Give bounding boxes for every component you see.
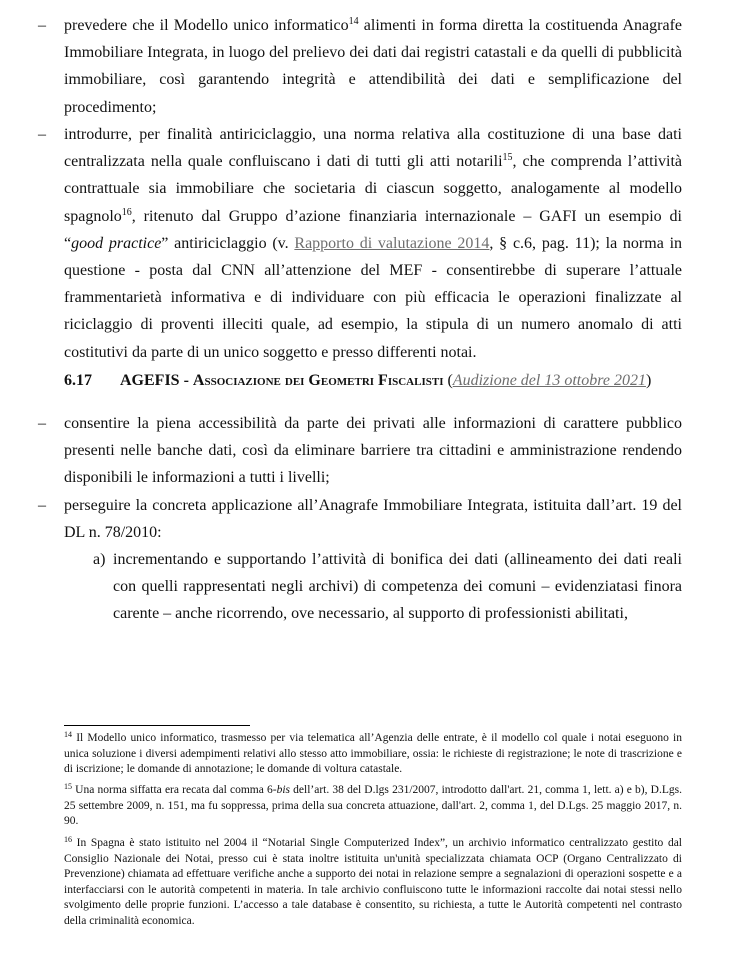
sub-item-marker: a) (93, 551, 106, 568)
bullet-text: prevedere che il Modello unico informatico$^{14}$ alimenti in forma diretta la costituenda Anagrafe Immobiliare Integrata, in luogo del prelievo dei dati dai registri catastali e da quelli di pubblicità immobiliare, così garantendo integrità e attendibilità dei dati e semplificazione del procedimento; (64, 16, 682, 116)
footnote-14: $^{14}$ Il Modello unico informatico, trasmesso per via telematica all’Agenzia delle entrate, è il modello col quale i notai eseguono in unica soluzione i diversi adempimenti relativi allo stesso atto immobiliare, ossia: le richieste di registrazione; le note di trascrizione e di iscrizione; le domande di annotazione; le domande di voltura catastale. (64, 730, 682, 776)
bullet-item-modello-unico (38, 12, 682, 121)
footnote-ref-16[interactable]: 16 (121, 206, 132, 218)
section-title: Associazione dei Geometri Fiscalisti (192, 372, 444, 389)
bullet-item-accessibilita (38, 410, 682, 492)
audizione-link[interactable]: Audizione del 13 ottobre 2021 (452, 372, 646, 389)
footnote-ref-15[interactable]: 15 (502, 152, 513, 164)
section-title-acronym: AGEFIS - (120, 372, 193, 389)
section-number: 6.17 (64, 372, 92, 389)
sub-item-text: incrementando e supportando l’attività di bonifica dei dati (allineamento dei dati reali con quelli rappresentati negli archivi) di competenza dei comuni – evidenziatasi finora carente – anche ricorrendo, ove necessario, al supporto di professionisti abilitati, (113, 551, 682, 623)
footnote-16: $^{16}$ In Spagna è stato istituito nel 2004 il “Notarial Single Computerized Index”, un archivio informatico centralizzato gestito dal Consiglio Nazionale dei Notai, presso cui è stata inoltre istituita un'unità specializzata chiamata OCP (Organo Centralizzato di Prevenzione) chiamata ad effettuare verifiche anche a supporto dei notai in relazione sempre a segnalazioni di operazioni sospette e a interfacciarsi con le autorità competenti in materia. In tale archivio confluiscono tutte le informazioni raccolte dai notai stessi nello svolgimento delle proprie funzioni. L’accesso a tale database è consentito, su richiesta, a tutte le Autorità competenti nel contrasto della criminalità economica. (64, 835, 682, 927)
footnote-number: 15 (64, 782, 72, 791)
footnote-separator (64, 725, 250, 726)
footnote-number: 14 (64, 730, 72, 739)
bullet-text: perseguire la concreta applicazione all’Anagrafe Immobiliare Integrata, istituita dall’art. 19 del DL n. 78/2010: (64, 497, 682, 542)
bullet-dash: – (38, 497, 46, 514)
sub-item-a (93, 546, 682, 628)
footnote-number: 16 (64, 835, 72, 844)
bullet-dash: – (38, 415, 46, 432)
section-heading: 6.17 AGEFIS - Associazione dei Geometri Fiscalisti (Audizione del 13 ottobre 2021) (64, 372, 652, 389)
rapporto-valutazione-link[interactable]: Rapporto di valutazione 2014 (294, 234, 490, 252)
footnote-15: $^{15}$ Una norma siffatta era recata dal comma 6-bis dell’art. 38 del D.lgs 231/2007, introdotto dall'art. 21, comma 1, lett. a) e b), D.Lgs. 25 settembre 2009, n. 151, ma fu soppressa, prima della sua concreta attuazione, dall'art. 2, comma 1, del D.Lgs. 25 maggio 2017, n. 90. (64, 782, 682, 828)
bullet-item-antiriciclaggio (38, 121, 683, 366)
bullet-text: consentire la piena accessibilità da parte dei privati alle informazioni di carattere pubblico presenti nelle banche dati, così da eliminare barriere tra cittadini e amministrazione rendendo disponibili le informazioni a tutti i livelli; (64, 415, 682, 487)
footnote-ref-14[interactable]: 14 (348, 16, 359, 27)
bullet-item-anagrafe (38, 492, 682, 546)
bullet-dash: – (38, 126, 46, 143)
bullet-dash: – (38, 17, 46, 34)
bullet-text: introdurre, per finalità antiriciclaggio, una norma relativa alla costituzione di una base dati centralizzata nella quale confluiscano i dati di tutti gli atti notarili$^{15}$, che comprenda l’attività contrattuale sia immobiliare che societaria di ciascun soggetto, analogamente al modello spagnolo$^{16}$, ritenuto dal Gruppo d’azione finanziaria internazionale – GAFI un esempio di “good practice” antiriciclaggio (v. Rapporto di valutazione 2014, § c.6, pag. 11); la norma in questione - posta dal CNN all’attenzione del MEF - consentirebbe di superare l’attuale frammentarietà informativa e di individuare con più efficacia le operazioni finalizzate al riciclaggio di proventi illeciti quale, ad esempio, la stipula di un numero anomalo di atti costitutivi da parte di un unico soggetto e presso differenti notai. (64, 126, 683, 361)
